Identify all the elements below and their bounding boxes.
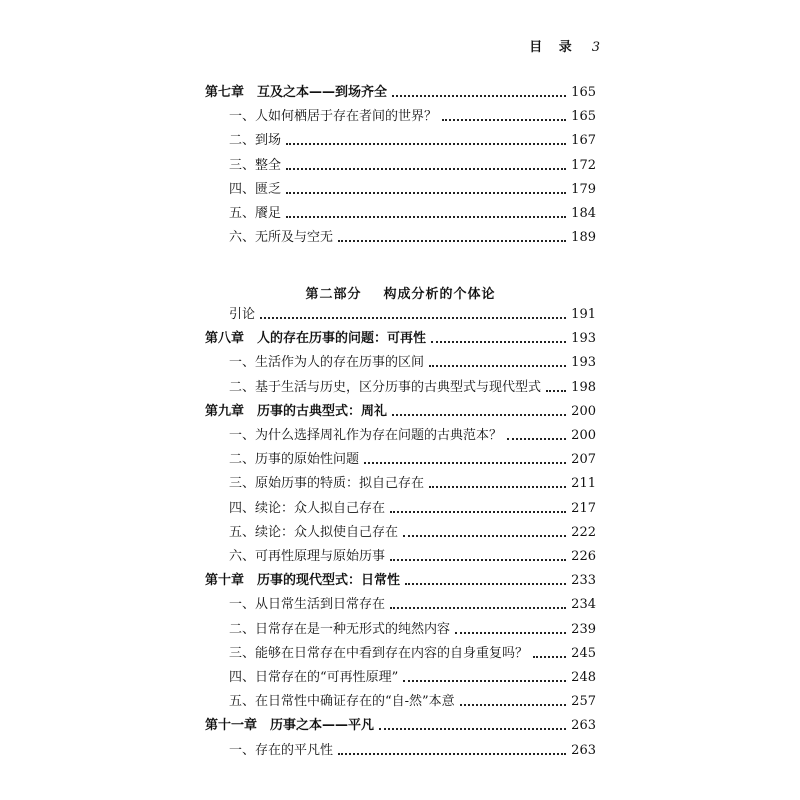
toc-entry-page: 233 xyxy=(571,573,596,589)
dot-leader xyxy=(390,607,566,609)
dot-leader xyxy=(364,462,566,464)
toc-entry-page: 193 xyxy=(571,355,596,371)
toc-entry-label: 第十章 历事的现代型式：日常性 xyxy=(205,573,401,589)
toc-section-entry xyxy=(205,108,596,126)
toc-entry-label: 一、从日常生活到日常存在 xyxy=(229,597,386,613)
toc-entry-page: 172 xyxy=(571,157,596,173)
toc-entry-label: 六、可再性原理与原始历事 xyxy=(229,549,386,564)
toc-entry-label: 六、无所及与空无 xyxy=(229,230,334,246)
dot-leader xyxy=(405,583,566,585)
toc-entry-page: 165 xyxy=(571,109,596,125)
dot-leader xyxy=(338,240,566,242)
dot-leader xyxy=(455,632,566,634)
toc-entry-label: 二、基于生活与历史，区分历事的古典型式与现代型式 xyxy=(229,379,542,395)
dot-leader xyxy=(390,511,566,513)
toc-entry-page: 207 xyxy=(571,452,596,468)
toc-chapter-entry xyxy=(205,330,596,348)
running-head xyxy=(529,36,600,55)
toc-section-entry xyxy=(205,742,596,760)
toc-entry-label: 一、人如何栖居于存在者间的世界？ xyxy=(229,109,438,125)
dot-leader xyxy=(286,168,566,170)
toc-entry-page: 248 xyxy=(571,670,596,685)
toc-entry-label: 第九章 历事的古典型式：周礼 xyxy=(205,403,388,419)
toc-entry-page: 222 xyxy=(571,524,596,540)
toc-entry-label: 二、历事的原始性问题 xyxy=(229,452,360,468)
toc-entry-page: 200 xyxy=(571,403,596,419)
toc-entry-page: 167 xyxy=(571,133,596,149)
dot-leader xyxy=(533,656,566,658)
toc-entry-label: 三、原始历事的特质：拟自己存在 xyxy=(229,476,425,492)
dot-leader xyxy=(392,414,566,416)
toc-entry-page: 184 xyxy=(571,206,596,221)
toc-section-entry xyxy=(205,451,596,469)
dot-leader xyxy=(286,143,566,145)
toc-section-entry xyxy=(205,596,596,614)
dot-leader xyxy=(403,535,566,537)
toc-entry-page: 226 xyxy=(571,549,596,564)
toc-section-entry xyxy=(205,132,596,150)
dot-leader xyxy=(507,438,566,440)
page-number: 3 xyxy=(591,40,600,55)
toc-section-entry xyxy=(205,645,596,663)
toc-entry-label: 二、日常存在是一种无形式的纯然内容 xyxy=(229,621,451,637)
toc-entry-page: 191 xyxy=(571,307,596,322)
toc-section-entry xyxy=(205,621,596,639)
toc-section-entry xyxy=(205,181,596,199)
dot-leader xyxy=(390,559,566,561)
toc-section-entry xyxy=(205,157,596,175)
dot-leader xyxy=(429,365,566,367)
toc-entry-page: 234 xyxy=(571,597,596,613)
toc-entry-label: 第七章 互及之本——到场齐全 xyxy=(205,85,388,100)
part-two-number: 第二部分 xyxy=(305,287,362,302)
toc-chapter-entry xyxy=(205,403,596,421)
dot-leader xyxy=(392,95,566,97)
toc-section-entry xyxy=(205,306,596,324)
dot-leader xyxy=(442,119,566,121)
toc-entry-page: 179 xyxy=(571,181,596,197)
toc-entry-page: 257 xyxy=(571,694,596,710)
toc-section-entry xyxy=(205,669,596,687)
toc-entry-page: 245 xyxy=(571,645,596,661)
toc-entry-label: 一、生活作为人的存在历事的区间 xyxy=(229,355,425,371)
dot-leader xyxy=(286,192,566,194)
toc-entry-page: 165 xyxy=(571,85,596,100)
toc-entry-label: 引论 xyxy=(229,307,256,322)
toc-section-entry xyxy=(205,379,596,397)
dot-leader xyxy=(431,341,566,343)
dot-leader xyxy=(429,486,566,488)
toc-chapter-entry xyxy=(205,84,596,102)
toc-entry-page: 198 xyxy=(571,379,596,395)
dot-leader xyxy=(546,390,566,392)
toc-entry-page: 189 xyxy=(571,230,596,246)
dot-leader xyxy=(338,753,566,755)
dot-leader xyxy=(460,704,566,706)
dot-leader xyxy=(286,216,566,218)
toc-section-entry xyxy=(205,475,596,493)
toc-section-entry xyxy=(205,354,596,372)
toc-section-entry xyxy=(205,229,596,247)
toc-entry-label: 五、餍足 xyxy=(229,206,282,221)
part-two-name: 构成分析的个体论 xyxy=(383,287,496,302)
toc-entry-label: 二、到场 xyxy=(229,133,282,149)
toc-entry-label: 四、匮乏 xyxy=(229,181,282,197)
toc-section-entry xyxy=(205,500,596,518)
toc-entry-page: 200 xyxy=(571,428,596,443)
toc-entry-label: 五、在日常性中确证存在的“自-然”本意 xyxy=(229,694,455,710)
toc-section-entry xyxy=(205,548,596,566)
toc-chapter-entry xyxy=(205,572,596,590)
toc-entry-page: 239 xyxy=(571,621,596,637)
toc-entry-page: 211 xyxy=(571,476,596,492)
toc-entry-page: 217 xyxy=(571,500,596,516)
toc-entry-label: 四、续论：众人拟自己存在 xyxy=(229,500,386,516)
part-two-heading xyxy=(205,283,596,302)
toc-chapter-entry xyxy=(205,717,596,735)
toc-entry-page: 263 xyxy=(571,718,596,734)
toc-entry-label: 一、存在的平凡性 xyxy=(229,742,334,758)
toc-entry-page: 263 xyxy=(571,742,596,758)
toc-entry-label: 第十一章 历事之本——平凡 xyxy=(205,718,375,734)
toc-entry-label: 一、为什么选择周礼作为存在问题的古典范本？ xyxy=(229,428,503,443)
toc-entry-label: 三、整全 xyxy=(229,157,282,173)
toc-entry-label: 三、能够在日常存在中看到存在内容的自身重复吗？ xyxy=(229,645,529,661)
toc-section-entry xyxy=(205,693,596,711)
running-head-title: 目 录 xyxy=(529,40,578,55)
toc-entry-label: 第八章 人的存在历事的问题：可再性 xyxy=(205,331,427,347)
toc-entry-label: 五、续论：众人拟使自己存在 xyxy=(229,524,399,540)
toc-section-entry xyxy=(205,205,596,223)
dot-leader xyxy=(379,728,566,730)
toc-section-entry xyxy=(205,524,596,542)
dot-leader xyxy=(403,680,566,682)
toc-entry-page: 193 xyxy=(571,331,596,347)
toc-entry-label: 四、日常存在的“可再性原理” xyxy=(229,670,399,685)
dot-leader xyxy=(260,317,566,319)
toc-section-entry xyxy=(205,427,596,445)
